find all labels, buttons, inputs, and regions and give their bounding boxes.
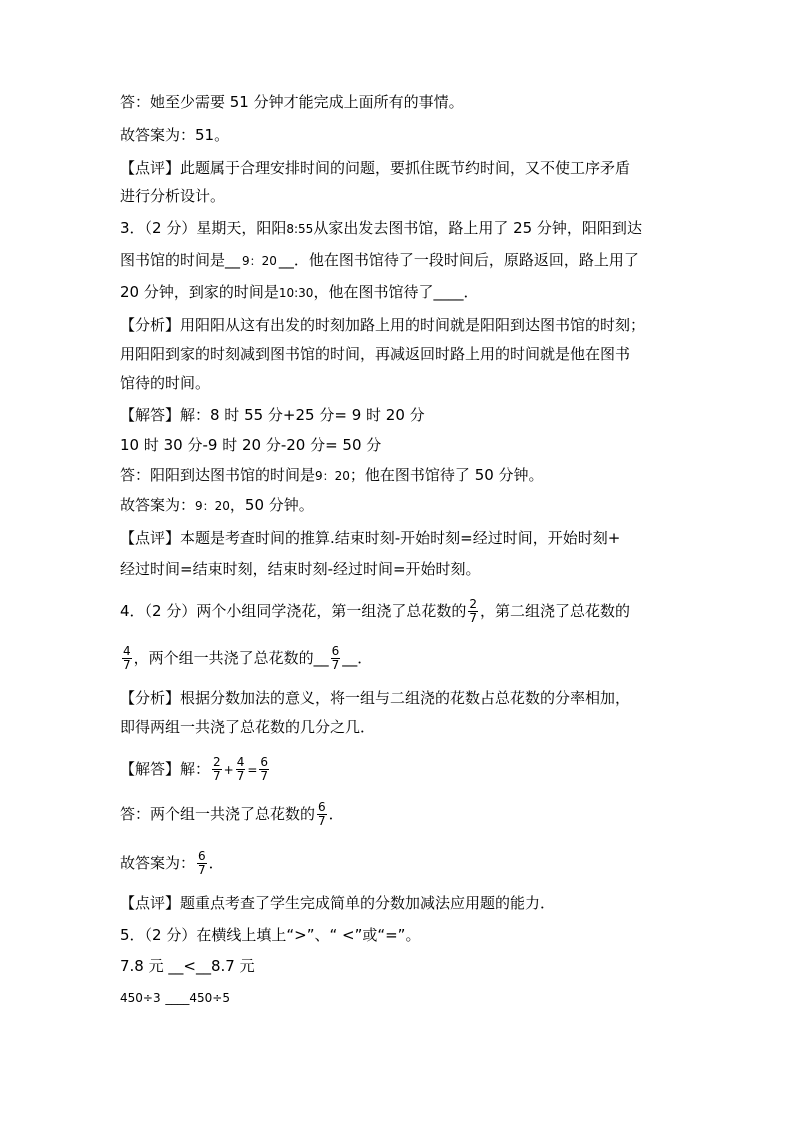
- question-3-line-3: [120, 282, 478, 303]
- q4-text-a: 4．（2 分）两个小组同学浇花，第一组浇了总花数的: [120, 602, 467, 620]
- q3-time-2: 10:30: [278, 286, 314, 300]
- q5-row2-right: ____450÷5: [165, 991, 230, 1005]
- fraction-6-7: [317, 801, 327, 828]
- comment-line-2: 进行分析设计。: [120, 187, 226, 205]
- fraction-denominator: 7: [236, 769, 245, 783]
- fraction-denominator: 7: [213, 769, 221, 783]
- fraction-numerator: 6: [318, 800, 326, 814]
- fraction-6-7: [331, 645, 341, 672]
- q3-text-c: 图书馆的时间是__: [120, 251, 241, 269]
- fraction-6-7: [259, 756, 269, 783]
- question-5-row-2: [120, 987, 230, 1008]
- fraction-numerator: 2: [469, 597, 477, 611]
- fraction-4-7: [236, 756, 246, 783]
- q4-text-d: __．: [342, 649, 373, 667]
- comment-3-line-1: 【点评】本题是考查时间的推算.结束时刻-开始时刻=经过时间，开始时刻+: [120, 529, 621, 547]
- q4-text-c: ，两个组一共浇了总花数的__: [133, 649, 329, 667]
- solution-4-label: 【解答】解：: [120, 760, 211, 778]
- question-5-row-1: 7.8 元 __<__8.7 元: [120, 957, 255, 975]
- fraction-6-7: [197, 850, 207, 877]
- answer-3-line: [120, 465, 544, 486]
- analysis-3-line-3: 馆待的时间。: [120, 374, 211, 392]
- comment-4-line: 【点评】题重点考查了学生完成简单的分数加减法应用题的能力．: [120, 894, 556, 912]
- answer-final: 故答案为：51。: [120, 126, 230, 144]
- fraction-denominator: 7: [469, 611, 477, 625]
- question-4-line-2: [120, 645, 372, 672]
- final-3-time: 9：20: [195, 499, 230, 513]
- q4-text-b: ，第二组浇了总花数的: [480, 602, 631, 620]
- q3-text-a: 3．（2 分）星期天，阳阳: [120, 219, 287, 237]
- comment-3-line-2: 经过时间=结束时刻，结束时刻-经过时间=开始时刻。: [120, 560, 481, 578]
- q3-text-d: __．他在图书馆待了一段时间后，原路返回，路上用了: [278, 251, 639, 269]
- q3-answer-1: 9：20: [242, 254, 277, 268]
- solution-3-line-1: 【解答】解：8 时 55 分+25 分= 9 时 20 分: [120, 406, 425, 424]
- final-3-text-b: ，50 分钟。: [229, 496, 314, 514]
- final-answer-3: [120, 495, 314, 516]
- final-3-text-a: 故答案为：: [120, 496, 196, 514]
- plus-sign: +: [223, 763, 234, 777]
- fraction-numerator: 6: [331, 644, 340, 658]
- fraction-numerator: 6: [198, 849, 206, 863]
- equals-sign: =: [247, 763, 258, 777]
- final-4-label: 故答案为：: [120, 854, 196, 872]
- fraction-2-7: [468, 598, 478, 625]
- q3-text-b: 从家出发去图书馆，路上用了 25 分钟，阳阳到达: [313, 219, 642, 237]
- q3-text-e: 20 分钟，到家的时间是: [120, 283, 279, 301]
- solution-4-line: [120, 756, 271, 783]
- analysis-3-line-2: 用阳阳到家的时刻减到图书馆的时间，再减返回时路上用的时间就是他在图书: [120, 345, 631, 363]
- answer-3-text-b: ；他在图书馆待了 50 分钟。: [349, 466, 544, 484]
- question-3-line-2: [120, 250, 639, 271]
- fraction-denominator: 7: [198, 863, 206, 877]
- analysis-4-line-2: 即得两组一共浇了总花数的几分之几．: [120, 718, 376, 736]
- question-5-line: 5．（2 分）在横线上填上“>”、“ <”或“=”。: [120, 926, 421, 944]
- final-4-dot: ．: [208, 854, 224, 872]
- fraction-2-7: [212, 756, 222, 783]
- comment-line-1: 【点评】此题属于合理安排时间的问题，要抓住既节约时间，又不使工序矛盾: [120, 159, 631, 177]
- answer-line: 答：她至少需要 51 分钟才能完成上面所有的事情。: [120, 93, 464, 111]
- fraction-denominator: 7: [331, 658, 340, 672]
- answer-4-text: 答：两个组一共浇了总花数的: [120, 805, 316, 823]
- fraction-4-7: [122, 645, 132, 672]
- answer-4-line: [120, 801, 344, 828]
- q5-row2-left: 450÷3: [120, 991, 161, 1005]
- question-3-line-1: [120, 218, 642, 239]
- fraction-numerator: 4: [123, 644, 131, 658]
- solution-3-line-2: 10 时 30 分-9 时 20 分-20 分= 50 分: [120, 436, 382, 454]
- analysis-3-line-1: 【分析】用阳阳从这有出发的时刻加路上用的时间就是阳阳到达图书馆的时刻；: [120, 316, 646, 334]
- q3-time-1: 8:55: [286, 222, 314, 236]
- answer-3-text-a: 答：阳阳到达图书馆的时间是: [120, 466, 316, 484]
- fraction-denominator: 7: [318, 814, 326, 828]
- question-4-line-1: [120, 598, 630, 625]
- fraction-denominator: 7: [123, 658, 131, 672]
- answer-3-time: 9：20: [315, 469, 350, 483]
- fraction-numerator: 4: [236, 755, 245, 769]
- fraction-denominator: 7: [260, 769, 269, 783]
- answer-4-dot: ．: [328, 805, 344, 823]
- final-answer-4: [120, 850, 224, 877]
- fraction-numerator: 6: [260, 755, 269, 769]
- fraction-numerator: 2: [213, 755, 221, 769]
- q3-text-f: ，他在图书馆待了____．: [313, 283, 479, 301]
- analysis-4-line-1: 【分析】根据分数加法的意义，将一组与二组浇的花数占总花数的分率相加，: [120, 689, 631, 707]
